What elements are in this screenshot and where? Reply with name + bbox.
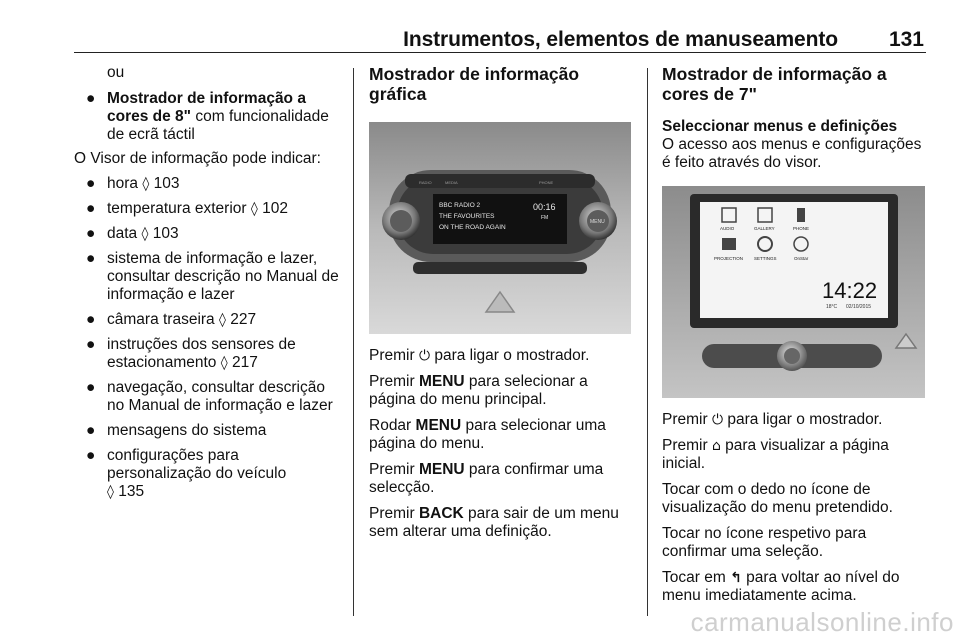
text: para sair de um menu sem alterar uma definição. — [369, 505, 619, 540]
list-item — [74, 225, 346, 243]
back-arrow-icon: ↰ — [730, 570, 742, 586]
screen-clock: 14:22 — [822, 278, 878, 303]
bullet-icon: ● — [86, 250, 96, 267]
page-ref-arrow-icon: ◊ — [107, 484, 114, 500]
intro-text: O Visor de informação pode indicar: — [74, 150, 321, 167]
bullet-text: data — [107, 225, 138, 242]
radio-station: BBC RADIO 2 — [439, 202, 481, 209]
column-3 — [662, 64, 928, 605]
icon-label: PHONE — [793, 226, 810, 231]
page-ref-arrow-icon: ◊ — [220, 355, 228, 371]
icon-label: OnStar — [794, 256, 809, 261]
page-ref[interactable]: 135 — [118, 483, 145, 500]
bullet-icon: ● — [86, 175, 96, 192]
button-label[interactable]: RADIO — [419, 180, 432, 185]
text: para visualizar a página inicial. — [662, 437, 889, 472]
key-label: MENU — [418, 373, 465, 390]
phone-icon[interactable] — [797, 208, 805, 222]
instruction-2 — [662, 437, 928, 473]
list-item — [74, 447, 346, 501]
watermark: carmanualsonline.info — [690, 607, 954, 637]
screen-temp: 18°C — [826, 304, 838, 310]
instruction-4: Tocar no ícone respetivo para confirmar uma seleção. — [662, 525, 867, 560]
page-ref[interactable]: 217 — [231, 354, 258, 371]
radio-band: FM — [541, 215, 549, 221]
column-divider-2 — [647, 68, 648, 616]
icon-label: SETTINGS — [754, 256, 777, 261]
button-label[interactable]: MEDIA — [445, 180, 458, 185]
bullet-icon: ● — [86, 422, 96, 439]
bullet-text: instruções dos sensores de estacionamento — [107, 336, 296, 371]
instruction-5 — [662, 569, 928, 605]
radio-line-3: ON THE ROAD AGAIN — [439, 224, 506, 231]
radio-line-2: THE FAVOURITES — [439, 213, 495, 220]
list-item — [74, 422, 346, 440]
text: para selecionar uma página do menu. — [369, 417, 606, 452]
bullet-text: temperatura exterior — [107, 200, 247, 217]
radio-clock: 00:16 — [533, 202, 556, 212]
bullet-icon: ● — [86, 336, 96, 353]
instruction-3: Tocar com o dedo no ícone de visualização do menu pretendido. — [662, 481, 893, 516]
page-ref-arrow-icon: ◊ — [141, 226, 149, 242]
text: Rodar — [369, 417, 416, 434]
bullet-icon: ● — [86, 90, 96, 107]
icon-label: GALLERY — [754, 226, 775, 231]
page-ref[interactable]: 102 — [262, 200, 288, 217]
list-item — [74, 175, 346, 193]
bullet-icon: ● — [86, 447, 96, 464]
page-header — [74, 22, 926, 51]
bullet-text: câmara traseira — [107, 311, 215, 328]
icon-label: AUDIO — [720, 226, 735, 231]
bullet-icon: ● — [86, 225, 96, 242]
item-8in-display-rest: com funcionalidade de ecrã táctil — [107, 108, 329, 143]
text: Premir — [369, 461, 419, 478]
key-label: MENU — [415, 417, 462, 434]
subsection-text: O acesso aos menus e configurações é feito através do visor. — [662, 136, 922, 171]
page-ref-arrow-icon: ◊ — [142, 176, 150, 192]
page-ref-arrow-icon: ◊ — [250, 201, 258, 217]
icon-label: PROJECTION — [714, 256, 744, 261]
power-icon: ⏻ — [418, 348, 431, 364]
text: para ligar o mostrador. — [723, 411, 883, 428]
bullet-text: mensagens do sistema — [107, 422, 267, 439]
text: para selecionar a página do menu principal. — [369, 373, 588, 408]
key-label: BACK — [418, 505, 464, 522]
text: para voltar ao nível do menu imediatamente acima. — [662, 569, 900, 604]
menu-knob-label: MENU — [590, 219, 605, 225]
text: Premir — [369, 347, 419, 364]
instruction-3 — [369, 417, 634, 453]
bullet-text: configurações para personalização do veículo — [107, 447, 287, 482]
column-divider-1 — [353, 68, 354, 616]
column-2 — [369, 64, 634, 541]
projection-icon[interactable] — [722, 238, 736, 250]
text: Premir — [662, 437, 712, 454]
bullet-text: hora — [107, 175, 139, 192]
list-item — [74, 311, 346, 329]
touchscreen-photo — [662, 186, 925, 398]
page-number: 131 — [888, 28, 924, 51]
page-title: Instrumentos, elementos de manuseamento — [403, 28, 838, 51]
bullet-icon: ● — [86, 311, 96, 328]
button-label[interactable]: PHONE — [539, 180, 554, 185]
list-item — [74, 200, 346, 218]
bullet-icon: ● — [86, 379, 96, 396]
text: Premir — [369, 505, 419, 522]
text: Premir — [662, 411, 712, 428]
radio-panel-photo — [369, 122, 631, 334]
subsection-title: Seleccionar menus e definições — [662, 118, 898, 135]
section-title: Mostrador de informação a cores de 7" — [662, 64, 887, 104]
power-icon: ⏻ — [711, 412, 724, 428]
bullet-text: sistema de informação e lazer, consultar descrição no Manual de informação e lazer — [107, 250, 339, 303]
list-item — [74, 250, 346, 304]
text: Premir — [369, 373, 419, 390]
page-ref-arrow-icon: ◊ — [219, 312, 226, 328]
home-icon: ⌂ — [711, 438, 721, 454]
instruction-1 — [662, 411, 928, 429]
list-item — [74, 90, 346, 144]
key-label: MENU — [418, 461, 465, 478]
instruction-4 — [369, 461, 634, 497]
page-ref[interactable]: 103 — [153, 175, 180, 192]
section-title: Mostrador de informação gráfica — [369, 64, 580, 104]
page-ref[interactable]: 227 — [230, 311, 257, 328]
text: para ligar o mostrador. — [430, 347, 590, 364]
list-item — [74, 379, 346, 415]
screen-date: 02/10/2015 — [846, 304, 872, 310]
header-rule — [74, 52, 926, 53]
text: para confirmar uma selecção. — [369, 461, 604, 496]
text: Tocar em — [662, 569, 731, 586]
instruction-5 — [369, 505, 634, 541]
item-8in-display-bold: Mostrador de informação a cores de 8" — [107, 90, 306, 125]
list-item — [74, 336, 346, 372]
page-ref[interactable]: 103 — [152, 225, 179, 242]
instruction-2 — [369, 373, 634, 409]
bullet-icon: ● — [86, 200, 96, 217]
bullet-text: navegação, consultar descrição no Manual de informação e lazer — [107, 379, 333, 414]
column-1 — [74, 64, 346, 501]
or-text: ou — [107, 64, 125, 81]
instruction-1 — [369, 347, 634, 365]
